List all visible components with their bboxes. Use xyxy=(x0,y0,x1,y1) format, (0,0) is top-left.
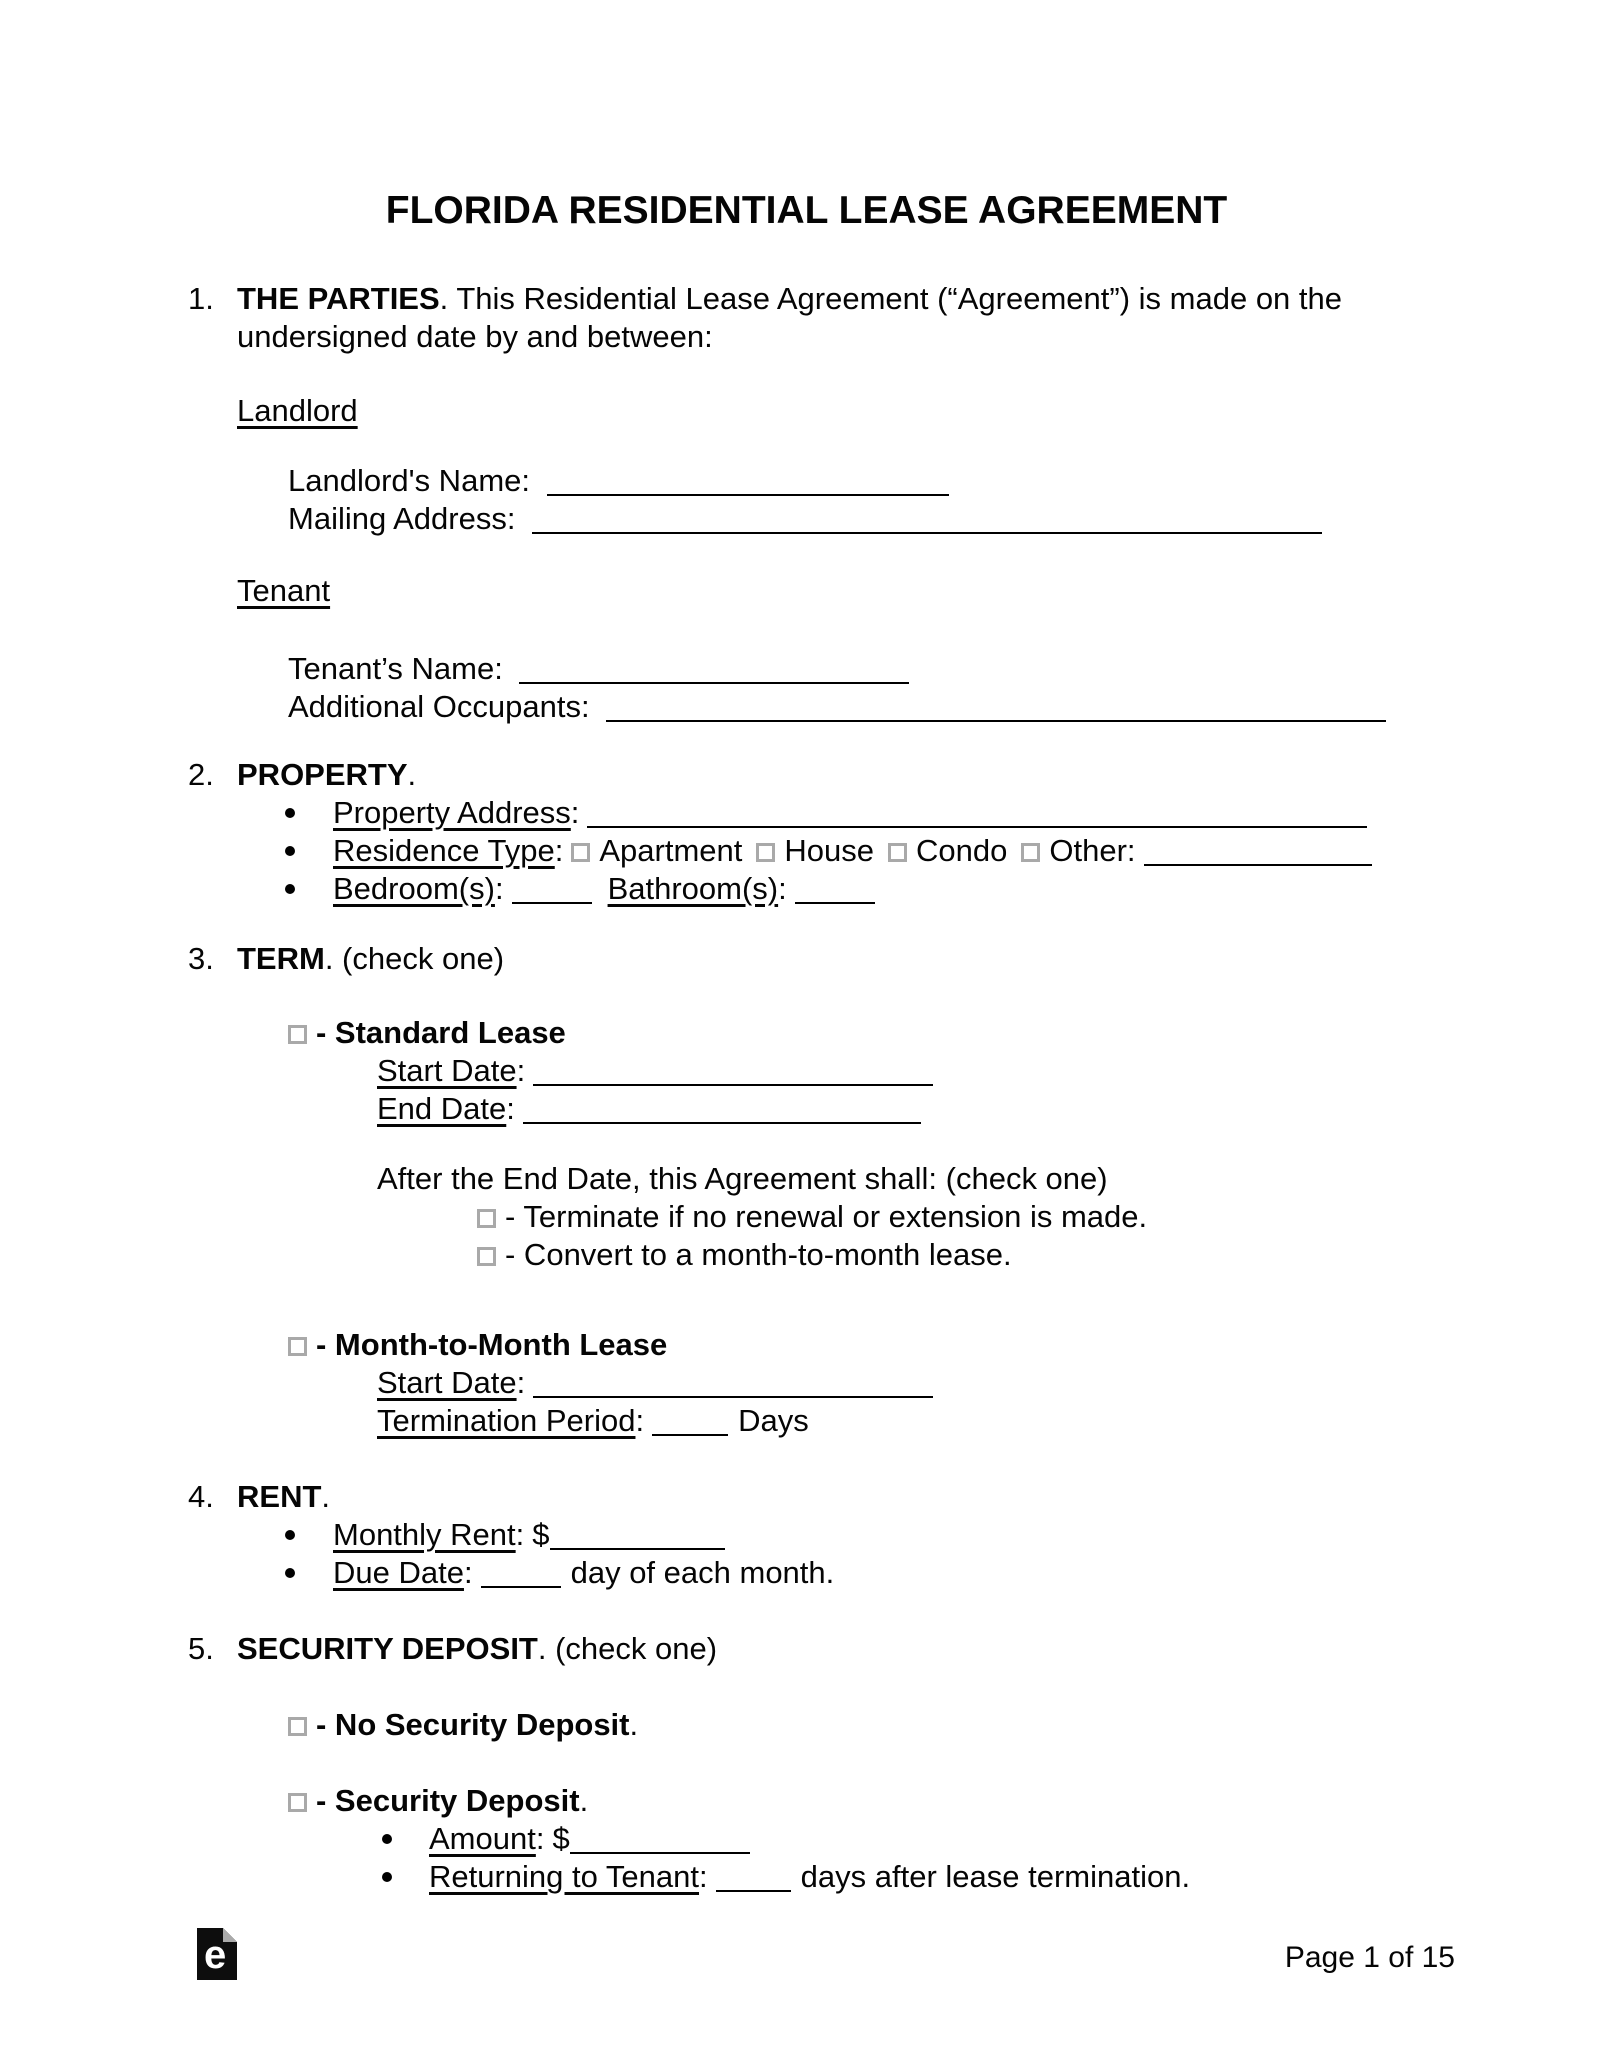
landlord-name-blank[interactable] xyxy=(547,468,949,496)
section-number: 2. xyxy=(188,757,214,792)
returning-to-tenant-row xyxy=(188,1858,1425,1896)
terminate-option-row xyxy=(188,1198,1425,1236)
section-heading: RENT xyxy=(237,1479,322,1514)
m2m-start-date-blank[interactable] xyxy=(533,1370,933,1398)
dollar-sign: $ xyxy=(532,1517,550,1552)
page-number: Page 1 of 15 xyxy=(1284,1941,1455,1974)
other-blank[interactable] xyxy=(1144,838,1372,866)
terminate-checkbox-icon[interactable] xyxy=(477,1209,496,1228)
section-body-text: . This Residential Lease Agreement (“Agreement”) is made on the undersigned date by and between: xyxy=(237,281,1343,354)
after-end-date-text: After the End Date, this Agreement shall: (check one) xyxy=(377,1161,1108,1196)
section-heading: TERM xyxy=(237,941,325,976)
section-body-text: . xyxy=(321,1479,331,1514)
due-date-label: Due Date xyxy=(333,1555,464,1590)
colon: : xyxy=(515,1517,525,1552)
colon: : xyxy=(699,1859,708,1894)
amount-label: Amount xyxy=(429,1821,536,1856)
colon: : xyxy=(554,833,564,868)
bullet-icon xyxy=(382,1834,392,1844)
security-deposit-checkbox-icon[interactable] xyxy=(288,1793,307,1812)
tenant-name-row xyxy=(188,650,1425,688)
bathrooms-blank[interactable] xyxy=(795,876,875,904)
no-security-deposit-row xyxy=(188,1706,1425,1744)
colon: : xyxy=(778,871,787,906)
days-suffix: Days xyxy=(738,1403,809,1438)
mailing-address-row xyxy=(188,500,1425,538)
landlord-name-label: Landlord's Name: xyxy=(288,463,530,498)
landlord-heading xyxy=(188,392,1425,430)
condo-checkbox-icon[interactable] xyxy=(888,843,907,862)
section-body-text: . (check one) xyxy=(537,1631,718,1666)
property-address-item xyxy=(333,794,1367,832)
no-security-deposit-checkbox-icon[interactable] xyxy=(288,1717,307,1736)
bathrooms-label: Bathroom(s) xyxy=(607,871,779,906)
additional-occupants-blank[interactable] xyxy=(606,694,1386,722)
property-address-label: Property Address xyxy=(333,795,571,830)
returning-label: Returning to Tenant xyxy=(429,1859,700,1894)
mailing-address-blank[interactable] xyxy=(532,506,1322,534)
apartment-option-label: Apartment xyxy=(599,833,743,868)
standard-end-date-row xyxy=(188,1090,1425,1128)
bedrooms-bathrooms-item xyxy=(333,870,875,908)
dollar-sign: $ xyxy=(552,1821,570,1856)
apartment-checkbox-icon[interactable] xyxy=(571,843,590,862)
m2m-start-date-row xyxy=(188,1364,1425,1402)
deposit-amount-blank[interactable] xyxy=(570,1826,750,1854)
period: . xyxy=(629,1707,639,1742)
bedrooms-label: Bedroom(s) xyxy=(333,871,495,906)
section-heading: PROPERTY xyxy=(237,757,408,792)
start-date-label: Start Date xyxy=(377,1365,517,1400)
mailing-address-label: Mailing Address: xyxy=(288,501,516,536)
termination-period-label: Termination Period xyxy=(377,1403,636,1438)
due-date-blank[interactable] xyxy=(481,1560,561,1588)
colon: : xyxy=(570,795,580,830)
tenant-heading-label: Tenant xyxy=(237,573,331,608)
logo-letter: e xyxy=(204,1933,227,1977)
bullet-icon xyxy=(285,1530,295,1540)
convert-option-label: - Convert to a month-to-month lease. xyxy=(505,1237,1012,1272)
additional-occupants-row xyxy=(188,688,1425,726)
section-body-text: . xyxy=(407,757,417,792)
other-option-label: Other: xyxy=(1049,833,1136,868)
section-security-deposit xyxy=(188,1630,1425,1668)
convert-option-row xyxy=(188,1236,1425,1274)
bullet-icon xyxy=(285,808,295,818)
document-icon xyxy=(197,1928,237,1980)
colon: : xyxy=(516,1365,526,1400)
standard-start-date-blank[interactable] xyxy=(533,1058,933,1086)
colon: : xyxy=(463,1555,473,1590)
section-the-parties xyxy=(188,280,1425,356)
monthly-rent-blank[interactable] xyxy=(550,1522,725,1550)
colon: : xyxy=(506,1091,515,1126)
section-property xyxy=(188,756,1425,794)
section-number: 3. xyxy=(188,941,214,976)
tenant-name-blank[interactable] xyxy=(519,656,909,684)
house-option-label: House xyxy=(784,833,874,868)
bullet-icon xyxy=(285,884,295,894)
colon: : xyxy=(535,1821,545,1856)
page-title: FLORIDA RESIDENTIAL LEASE AGREEMENT xyxy=(385,189,1228,232)
security-deposit-label: - Security Deposit xyxy=(316,1783,580,1818)
section-rent xyxy=(188,1478,1425,1516)
property-address-row xyxy=(188,794,1425,832)
monthly-rent-row xyxy=(188,1516,1425,1554)
monthly-rent-item xyxy=(333,1516,725,1554)
bedrooms-blank[interactable] xyxy=(512,876,592,904)
residence-type-row xyxy=(188,832,1425,870)
period: . xyxy=(579,1783,589,1818)
residence-type-item xyxy=(333,832,1372,870)
deposit-amount-row xyxy=(188,1820,1425,1858)
month-to-month-label: - Month-to-Month Lease xyxy=(316,1327,668,1362)
due-date-suffix: day of each month. xyxy=(570,1555,835,1590)
returning-days-blank[interactable] xyxy=(716,1864,791,1892)
returning-item xyxy=(429,1858,1190,1896)
house-checkbox-icon[interactable] xyxy=(756,843,775,862)
other-checkbox-icon[interactable] xyxy=(1021,843,1040,862)
standard-lease-row xyxy=(188,1014,1425,1052)
no-security-deposit-label: - No Security Deposit xyxy=(316,1707,630,1742)
bullet-icon xyxy=(382,1872,392,1882)
property-address-blank[interactable] xyxy=(587,800,1367,828)
due-date-item xyxy=(333,1554,834,1592)
end-date-label: End Date xyxy=(377,1091,507,1126)
section-text xyxy=(237,756,1425,794)
residence-type-label: Residence Type xyxy=(333,833,555,868)
tenant-name-label: Tenant’s Name: xyxy=(288,651,503,686)
termination-period-blank[interactable] xyxy=(652,1408,728,1436)
section-number: 5. xyxy=(188,1631,214,1666)
section-number: 1. xyxy=(188,281,214,316)
security-deposit-row xyxy=(188,1782,1425,1820)
section-text xyxy=(237,940,1425,978)
monthly-rent-label: Monthly Rent xyxy=(333,1517,516,1552)
returning-suffix: days after lease termination. xyxy=(800,1859,1191,1894)
standard-lease-checkbox-icon[interactable] xyxy=(288,1025,307,1044)
section-heading: SECURITY DEPOSIT xyxy=(237,1631,538,1666)
colon: : xyxy=(516,1053,526,1088)
due-date-row xyxy=(188,1554,1425,1592)
section-number: 4. xyxy=(188,1479,214,1514)
section-text xyxy=(237,1630,1425,1668)
colon: : xyxy=(494,871,504,906)
standard-end-date-blank[interactable] xyxy=(523,1096,921,1124)
condo-option-label: Condo xyxy=(916,833,1008,868)
landlord-name-row xyxy=(188,462,1425,500)
deposit-amount-item xyxy=(429,1820,750,1858)
bullet-icon xyxy=(285,1568,295,1578)
section-text xyxy=(237,280,1425,356)
landlord-heading-label: Landlord xyxy=(237,393,358,428)
additional-occupants-label: Additional Occupants: xyxy=(288,689,590,724)
standard-start-date-row xyxy=(188,1052,1425,1090)
tenant-heading xyxy=(188,572,1425,610)
bullet-icon xyxy=(285,846,295,856)
colon: : xyxy=(635,1403,645,1438)
section-body-text: . (check one) xyxy=(324,941,505,976)
after-end-date-intro xyxy=(188,1160,1425,1198)
eforms-logo xyxy=(197,1928,237,1989)
start-date-label: Start Date xyxy=(377,1053,517,1088)
month-to-month-checkbox-icon[interactable] xyxy=(288,1337,307,1356)
section-term xyxy=(188,940,1425,978)
termination-period-row xyxy=(188,1402,1425,1440)
month-to-month-row xyxy=(188,1326,1425,1364)
convert-checkbox-icon[interactable] xyxy=(477,1247,496,1266)
section-text xyxy=(237,1478,1425,1516)
bedrooms-bathrooms-row xyxy=(188,870,1425,908)
terminate-option-label: - Terminate if no renewal or extension is made. xyxy=(505,1199,1148,1234)
section-heading: THE PARTIES xyxy=(237,281,440,316)
standard-lease-label: - Standard Lease xyxy=(316,1015,566,1050)
